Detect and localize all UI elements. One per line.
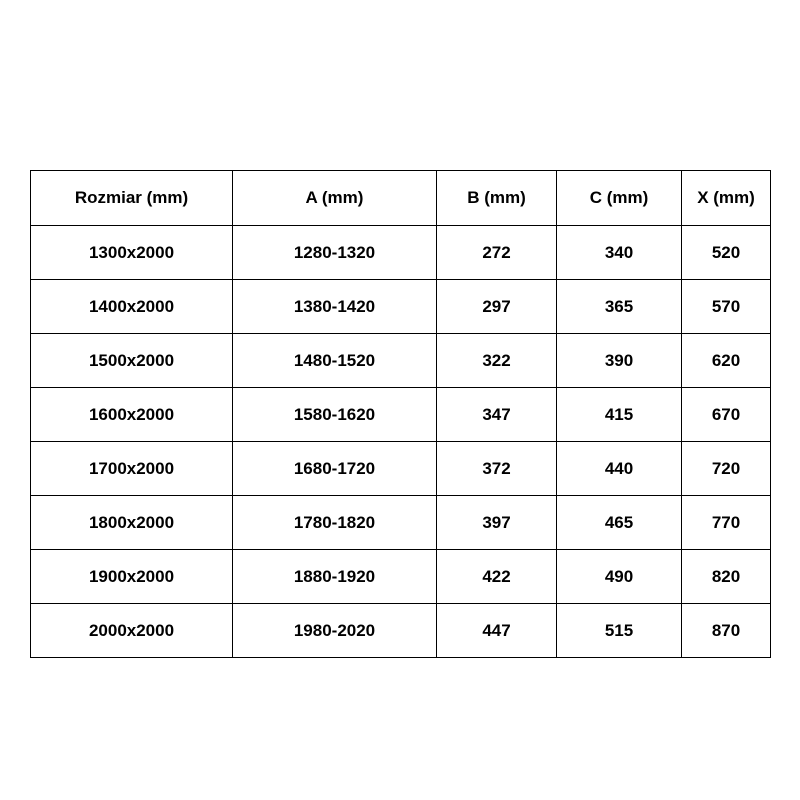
size-specification-table — [30, 170, 771, 658]
cell-c: 490 — [557, 550, 682, 604]
cell-c: 415 — [557, 388, 682, 442]
table-row — [31, 604, 771, 658]
table-row — [31, 280, 771, 334]
cell-a: 1980-2020 — [233, 604, 437, 658]
table-header — [31, 171, 771, 226]
cell-a: 1480-1520 — [233, 334, 437, 388]
cell-c: 440 — [557, 442, 682, 496]
cell-b: 397 — [437, 496, 557, 550]
cell-x: 770 — [682, 496, 771, 550]
cell-x: 720 — [682, 442, 771, 496]
cell-rozmiar: 1300x2000 — [31, 226, 233, 280]
table-row — [31, 496, 771, 550]
cell-b: 272 — [437, 226, 557, 280]
cell-a: 1380-1420 — [233, 280, 437, 334]
cell-x: 670 — [682, 388, 771, 442]
cell-a: 1280-1320 — [233, 226, 437, 280]
column-header-c: C (mm) — [557, 171, 682, 226]
cell-rozmiar: 1700x2000 — [31, 442, 233, 496]
cell-a: 1780-1820 — [233, 496, 437, 550]
cell-x: 620 — [682, 334, 771, 388]
cell-b: 372 — [437, 442, 557, 496]
column-header-b: B (mm) — [437, 171, 557, 226]
cell-a: 1880-1920 — [233, 550, 437, 604]
cell-x: 520 — [682, 226, 771, 280]
cell-rozmiar: 2000x2000 — [31, 604, 233, 658]
table-row — [31, 388, 771, 442]
cell-c: 365 — [557, 280, 682, 334]
cell-x: 870 — [682, 604, 771, 658]
cell-x: 570 — [682, 280, 771, 334]
table-row — [31, 550, 771, 604]
cell-x: 820 — [682, 550, 771, 604]
cell-rozmiar: 1600x2000 — [31, 388, 233, 442]
cell-rozmiar: 1400x2000 — [31, 280, 233, 334]
cell-b: 447 — [437, 604, 557, 658]
cell-c: 515 — [557, 604, 682, 658]
cell-b: 422 — [437, 550, 557, 604]
cell-rozmiar: 1800x2000 — [31, 496, 233, 550]
cell-a: 1680-1720 — [233, 442, 437, 496]
cell-rozmiar: 1500x2000 — [31, 334, 233, 388]
column-header-a: A (mm) — [233, 171, 437, 226]
table-row — [31, 442, 771, 496]
cell-c: 340 — [557, 226, 682, 280]
table-body — [31, 226, 771, 658]
table-row — [31, 226, 771, 280]
table-row — [31, 334, 771, 388]
cell-b: 347 — [437, 388, 557, 442]
table-header-row — [31, 171, 771, 226]
cell-b: 297 — [437, 280, 557, 334]
cell-c: 465 — [557, 496, 682, 550]
cell-rozmiar: 1900x2000 — [31, 550, 233, 604]
cell-c: 390 — [557, 334, 682, 388]
cell-b: 322 — [437, 334, 557, 388]
column-header-rozmiar: Rozmiar (mm) — [31, 171, 233, 226]
size-specification-table-container — [30, 170, 770, 658]
column-header-x: X (mm) — [682, 171, 771, 226]
cell-a: 1580-1620 — [233, 388, 437, 442]
